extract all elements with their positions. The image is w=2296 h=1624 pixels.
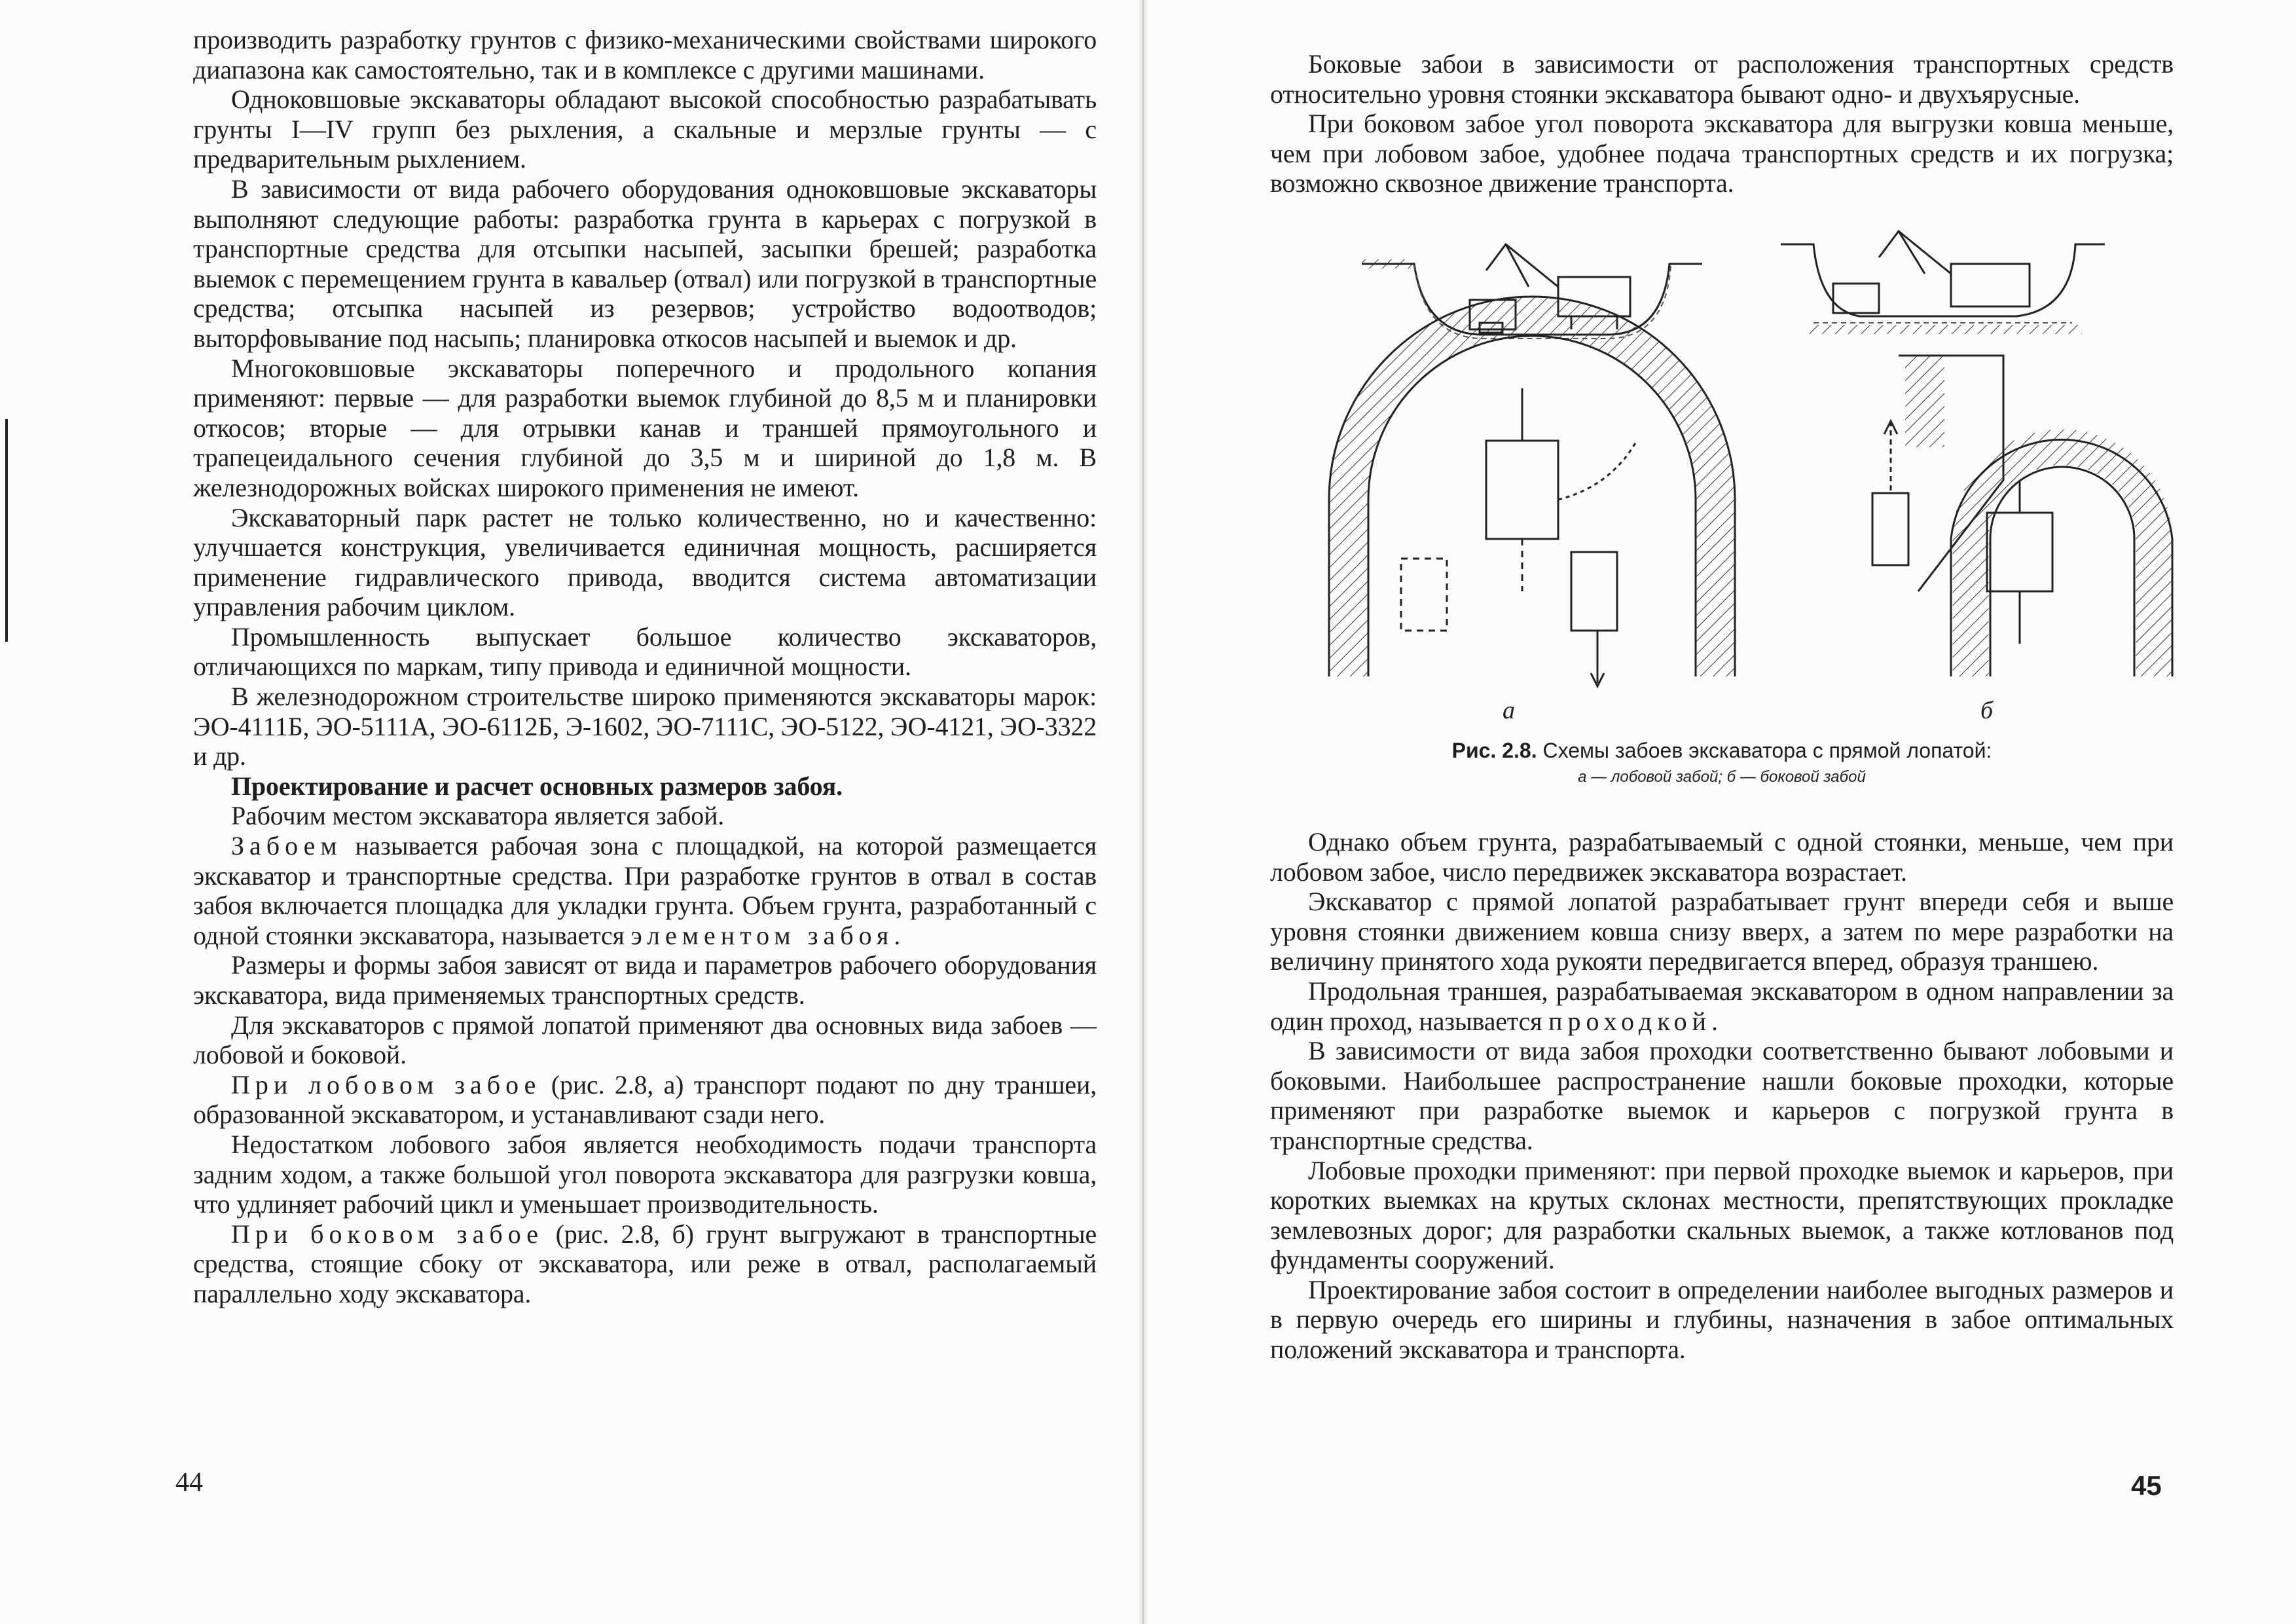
- paragraph: Лобовые проходки применяют: при первой проходке выемок и карьеров, при коротких выемках на крутых склонах местности, препятствующих прокладке землевозных дорог; для разработки скальных выемок, а также котлованов под фундаменты сооружений.: [1270, 1155, 2174, 1275]
- figure-caption-legend: а — лобовой забой; б — боковой забой: [1578, 767, 1866, 786]
- section-heading: Проектирование и расчет основных размеров забоя.: [231, 771, 843, 801]
- definition-zaboy: [193, 831, 1097, 950]
- definition-end: .: [1711, 1006, 1718, 1036]
- paragraph: производить разработку грунтов с физико-механическими свойствами широкого диапазона как самостоятельно, так и в комплексе с другими машинами.: [193, 25, 1097, 84]
- paragraph: При боковом забое угол поворота экскаватора для выгрузки ковша меньше, чем при лобовом забое, удобнее подача транспортных средств и их погрузка; возможно сквозное движение транспорта.: [1270, 109, 2174, 198]
- paragraph: Рабочим местом экскаватора является забой.: [231, 801, 725, 831]
- right-text-column: [1270, 49, 2174, 1365]
- paragraph: В железнодорожном строительстве широко применяются экскаваторы марок: ЭО-4111Б, ЭО-5111А, ЭО-6112Б, Э-1602, ЭО-7111С, ЭО-5122, ЭО-4121, ЭО-3322 и др.: [193, 682, 1097, 771]
- term-passage: проходкой: [1548, 1006, 1712, 1036]
- paragraph: Одноковшовые экскаваторы обладают высокой способностью разрабатывать грунты I—IV групп без рыхления, а скальные и мерзлые грунты — с предварительным рыхлением.: [193, 84, 1097, 174]
- term-side: При боковом забое: [231, 1219, 543, 1249]
- paragraph: Боковые забои в зависимости от расположения транспортных средств относительно уровня стоянки экскаватора бывают одно- и двухъярусные.: [1270, 49, 2174, 109]
- plan-view-b: [1872, 356, 2172, 676]
- paragraph: Промышленность выпускает большое количество экскаваторов, отличающихся по маркам, типу привода и единичной мощности.: [193, 621, 1097, 682]
- term-frontal: При лобовом забое: [231, 1069, 541, 1099]
- left-page: [0, 0, 1146, 1624]
- plan-view-a: [1329, 297, 1735, 686]
- paragraph: Размеры и формы забоя зависят от вида и параметров рабочего оборудования экскаватора, вида применяемых транспортных средств.: [193, 950, 1097, 1010]
- paragraph: Для экскаваторов с прямой лопатой применяют два основных вида забоев — лобовой и боковой.: [193, 1010, 1097, 1070]
- figure-2-8: [1270, 225, 2174, 814]
- term-element: элементом забоя: [630, 920, 894, 950]
- right-page: [1146, 0, 2296, 1624]
- section-view-b: [1781, 231, 2105, 329]
- figure-caption-text: Схемы забоев экскаватора с прямой лопатой:: [1537, 738, 1992, 762]
- definition-text: называется рабочая зона с площадкой, на которой размещается экскаватор и транспортные средства. При разработке грунтов в отвал в состав забоя включается площадка для укладки грунта. Объем грунта, разработанный с одной стоянки экскаватора, называется: [193, 831, 1097, 950]
- paragraph: Недостатком лобового забоя является необходимость подачи транспорта задним ходом, а также большой угол поворота экскаватора для разгрузки ковша, что удлиняет рабочий цикл и уменьшает производительность.: [193, 1129, 1097, 1219]
- figure-label-a: а: [1503, 696, 1515, 724]
- definition-side: [193, 1219, 1097, 1309]
- left-text-column: [193, 25, 1097, 1309]
- figure-number: Рис. 2.8.: [1451, 738, 1537, 762]
- page-number: 45: [2131, 1470, 2162, 1501]
- definition-end: .: [894, 920, 901, 950]
- figure-caption: [1270, 739, 2174, 763]
- figure-label-b: б: [1980, 696, 1994, 724]
- term-zaboy: Забоем: [231, 831, 342, 861]
- definition-passage: [1270, 976, 2174, 1036]
- paragraph: Экскаваторный парк растет не только количественно, но и качественно: улучшается конструкция, увеличивается единичная мощность, расширяется применение гидравлического привода, вводится система автоматизации управления рабочим циклом.: [193, 502, 1097, 622]
- page-number: 44: [175, 1467, 203, 1498]
- paragraph: Экскаватор с прямой лопатой разрабатывает грунт впереди себя и выше уровня стоянки движением ковша снизу вверх, а затем по мере разработки на величину принятого хода рукояти передвигается вперед, образуя траншею.: [1270, 887, 2174, 976]
- paragraph: Проектирование забоя состоит в определении наиболее выгодных размеров и в первую очередь его ширины и глубины, назначения в забое оптимальных положений экскаватора и транспорта.: [1270, 1274, 2174, 1365]
- paragraph: В зависимости от вида рабочего оборудования одноковшовые экскаваторы выполняют следующие работы: разработка грунта в карьерах с погрузкой в транспортные средства для отсыпки насыпей, засыпки брешей; разработка выемок с перемещением грунта в кавальер (отвал) или погрузкой в транспортные средства; отсыпка насыпей из резервов; устройство водоотводов; выторфовывание под насыпь; планировка откосов насыпей и выемок и др.: [193, 174, 1097, 353]
- definition-text: Продольная траншея, разрабатываемая экскаватором в одном направлении за один проход, называется: [1270, 976, 2174, 1036]
- excavation-face-diagram: [1270, 225, 2174, 735]
- paragraph: Многоковшовые экскаваторы поперечного и продольного копания применяют: первые — для разработки выемок глубиной до 8,5 м и планировки откосов; вторые — для отрывки канав и траншей прямоугольного и трапецеидального сечения глубиной до 3,5 м и шириной до 1,8 м. В железнодорожных войсках широкого применения не имеют.: [193, 353, 1097, 502]
- definition-text: (рис. 2.8, б) грунт выгружают в транспортные средства, стоящие сбоку от экскаватора, или реже в отвал, располагаемый параллельно ходу экскаватора.: [193, 1219, 1097, 1308]
- definition-text: (рис. 2.8, а) транспорт подают по дну траншеи, образованной экскаватором, и устанавливают сзади него.: [193, 1069, 1097, 1130]
- definition-frontal: [193, 1070, 1097, 1130]
- paragraph: Однако объем грунта, разрабатываемый с одной стоянки, меньше, чем при лобовом забое, число передвижек экскаватора возрастает.: [1270, 826, 2174, 887]
- paragraph: В зависимости от вида забоя проходки соответственно бывают лобовыми и боковыми. Наибольшее распространение нашли боковые проходки, которые применяют при разработке выемок и карьеров с погрузкой грунта в транспортные средства.: [1270, 1036, 2174, 1155]
